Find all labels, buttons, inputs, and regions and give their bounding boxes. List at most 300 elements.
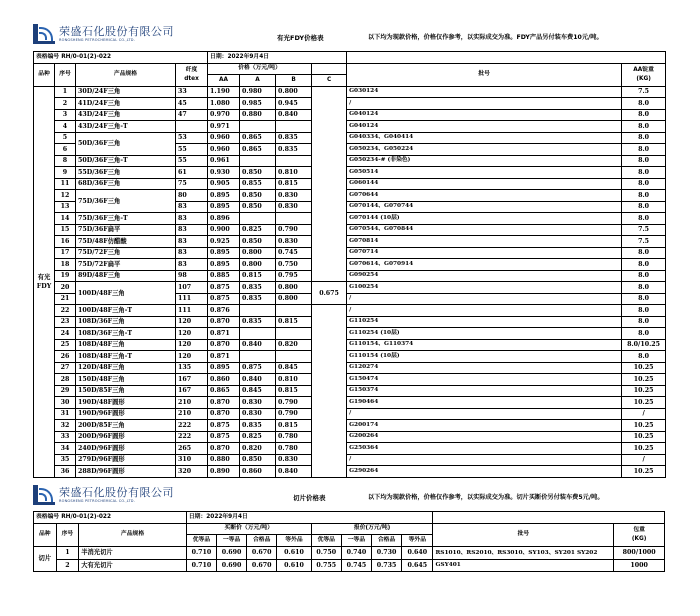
- chips-header-list-g2: 一等品: [341, 535, 371, 547]
- price-a-cell: 0.850: [240, 167, 276, 179]
- header-fineness-unit: dtex: [184, 75, 199, 82]
- price-cell: 0.610: [277, 560, 311, 572]
- batch-cell: G100254: [347, 282, 622, 294]
- table-row: [34, 316, 666, 328]
- price-b-cell: 0.790: [276, 224, 312, 236]
- header-fineness: [176, 63, 208, 86]
- price-aa-cell: 0.860: [208, 374, 240, 386]
- weight-cell: 8.0: [622, 190, 666, 202]
- spec-cell: 108D/36F三角: [76, 316, 176, 328]
- spec-cell: 41D/24F三角: [76, 98, 176, 110]
- seq-cell: 27: [55, 362, 76, 374]
- form-number: 表格编号 RH/0-01(2)-022: [34, 52, 208, 64]
- price-a-cell: 0.860: [240, 466, 276, 478]
- batch-cell: G110154 (10层): [347, 351, 622, 363]
- dtex-cell: 167: [176, 374, 208, 386]
- table-row: [34, 385, 666, 397]
- table-row: [34, 454, 666, 466]
- dtex-cell: 222: [176, 431, 208, 443]
- company-logo: [33, 24, 174, 44]
- weight-cell: 10.25: [622, 431, 666, 443]
- table-row: [34, 339, 666, 351]
- dtex-cell: 135: [176, 362, 208, 374]
- price-aa-cell: 0.930: [208, 167, 240, 179]
- price-a-cell: 0.800: [240, 259, 276, 271]
- weight-cell: 10.25: [622, 397, 666, 409]
- price-cell: 0.710: [186, 546, 216, 560]
- weight-cell: 8.0/10.25: [622, 339, 666, 351]
- price-a-cell: 0.980: [240, 86, 276, 98]
- header-variety: 品种: [34, 63, 55, 86]
- seq-cell: 32: [55, 420, 76, 432]
- weight-cell: 8.0: [622, 316, 666, 328]
- chips-header-buyout-g1: 优等品: [186, 535, 216, 547]
- table-row: [34, 247, 666, 259]
- dtex-cell: 53: [176, 132, 208, 144]
- batch-cell: G250364: [347, 443, 622, 455]
- batch-cell: G150374: [347, 385, 622, 397]
- dtex-cell: 83: [176, 201, 208, 213]
- price-b-cell: 0.815: [276, 178, 312, 190]
- price-aa-cell: 0.925: [208, 236, 240, 248]
- weight-cell: 8.0: [622, 270, 666, 282]
- seq-cell: 2: [56, 560, 79, 572]
- batch-cell: G040334、G040414: [347, 132, 622, 144]
- price-b-cell: 0.790: [276, 397, 312, 409]
- dtex-cell: 120: [176, 339, 208, 351]
- price-a-cell: 0.840: [240, 339, 276, 351]
- table-row: [34, 408, 666, 420]
- weight-cell: 8.0: [622, 98, 666, 110]
- batch-cell: G040124: [347, 109, 622, 121]
- price-b-cell: 0.780: [276, 443, 312, 455]
- table-row: [34, 155, 666, 167]
- price-b-cell: 0.795: [276, 270, 312, 282]
- chips-form-number: 表格编号 RH/0-01(2)-022: [34, 512, 187, 524]
- seq-cell: 31: [55, 408, 76, 420]
- price-b-cell: 0.800: [276, 86, 312, 98]
- spec-cell: 50D/36F三角-T: [76, 155, 176, 167]
- batch-cell: G090254: [347, 270, 622, 282]
- spec-cell: 75D/72F扁平: [76, 259, 176, 271]
- dtex-cell: 210: [176, 408, 208, 420]
- dtex-cell: 55: [176, 155, 208, 167]
- batch-cell: G070644: [347, 190, 622, 202]
- batch-cell: /: [347, 293, 622, 305]
- price-aa-cell: 0.895: [208, 259, 240, 271]
- seq-cell: 20: [55, 282, 76, 294]
- spec-cell: 50D/36F三角: [76, 132, 176, 155]
- price-a-cell: 0.850: [240, 454, 276, 466]
- weight-cell: 10.25: [622, 420, 666, 432]
- table-row: [34, 397, 666, 409]
- price-aa-cell: 0.961: [208, 155, 240, 167]
- batch-cell: /: [347, 408, 622, 420]
- price-cell: 0.745: [341, 560, 371, 572]
- chips-header-buyout-g2: 一等品: [217, 535, 247, 547]
- company-name-en: RONGSHENG PETROCHEMICAL CO.,LTD.: [59, 499, 136, 503]
- header-fineness-label: 纤度: [185, 66, 198, 73]
- table-row: [34, 443, 666, 455]
- price-b-cell: 0.830: [276, 454, 312, 466]
- price-b-cell: 0.815: [276, 385, 312, 397]
- price-b-cell: [276, 213, 312, 225]
- header-grade-c: C: [312, 75, 347, 87]
- price-b-cell: 0.840: [276, 466, 312, 478]
- chips-header-weight-unit: (KG): [631, 535, 647, 542]
- batch-cell: G290264: [347, 466, 622, 478]
- chips-header-weight-label: 包重: [633, 526, 645, 533]
- spec-cell: 190D/48F圆形: [76, 397, 176, 409]
- table-row: [34, 362, 666, 374]
- price-aa-cell: 0.895: [208, 247, 240, 259]
- seq-cell: 6: [55, 144, 76, 156]
- chips-header-list-g3: 合格品: [372, 535, 402, 547]
- weight-cell: 10.25: [622, 385, 666, 397]
- seq-cell: 25: [55, 339, 76, 351]
- weight-cell: 7.5: [622, 86, 666, 98]
- seq-cell: 19: [55, 270, 76, 282]
- price-aa-cell: 0.905: [208, 178, 240, 190]
- batch-cell: G070614、G070914: [347, 259, 622, 271]
- company-name-cn: 荣盛石化股份有限公司: [59, 486, 174, 499]
- price-aa-cell: 0.871: [208, 351, 240, 363]
- seq-cell: 12: [55, 190, 76, 202]
- price-cell: 0.610: [277, 546, 311, 560]
- seq-cell: 21: [55, 293, 76, 305]
- batch-cell: G150474: [347, 374, 622, 386]
- price-aa-cell: 0.971: [208, 121, 240, 133]
- spec-cell: 288D/96F圆形: [76, 466, 176, 478]
- price-b-cell: 0.830: [276, 190, 312, 202]
- weight-cell: 8.0: [622, 144, 666, 156]
- seq-cell: 8: [55, 155, 76, 167]
- price-a-cell: 0.850: [240, 201, 276, 213]
- dtex-cell: 83: [176, 213, 208, 225]
- price-a-cell: 0.830: [240, 397, 276, 409]
- weight-cell: 8.0: [622, 167, 666, 179]
- spec-cell: 150D/48F三角: [76, 374, 176, 386]
- price-c-cell: 0.675: [312, 282, 347, 305]
- weight-cell: 8.0: [622, 282, 666, 294]
- price-aa-cell: 0.895: [208, 190, 240, 202]
- price-cell: 0.690: [217, 546, 247, 560]
- table-row: [34, 213, 666, 225]
- weight-cell: 8.0: [622, 132, 666, 144]
- batch-cell: G120274: [347, 362, 622, 374]
- weight-cell: 7.5: [622, 236, 666, 248]
- price-b-cell: 0.815: [276, 316, 312, 328]
- chips-header-buyout-g3: 合格品: [247, 535, 277, 547]
- dtex-cell: 265: [176, 443, 208, 455]
- price-cell: 0.750: [311, 546, 341, 560]
- price-a-cell: 0.855: [240, 178, 276, 190]
- chips-header-seq: 序号: [56, 523, 79, 546]
- weight-cell: 8.0: [622, 328, 666, 340]
- spec-cell: 150D/85F三角: [76, 385, 176, 397]
- price-b-cell: 0.845: [276, 362, 312, 374]
- price-b-cell: 0.790: [276, 408, 312, 420]
- price-b-cell: 0.780: [276, 431, 312, 443]
- dtex-cell: 120: [176, 316, 208, 328]
- date-label: 日期：2022年9月4日: [208, 52, 347, 64]
- price-aa-cell: 0.871: [208, 328, 240, 340]
- table-row: [34, 109, 666, 121]
- dtex-cell: 75: [176, 178, 208, 190]
- company-name-en: RONGSHENG PETROCHEMICAL CO.,LTD.: [59, 38, 136, 42]
- price-a-cell: 0.835: [240, 282, 276, 294]
- dtex-cell: 111: [176, 305, 208, 317]
- seq-cell: 22: [55, 305, 76, 317]
- table-row: [34, 190, 666, 202]
- dtex-cell: 320: [176, 466, 208, 478]
- weight-cell: 8.0: [622, 109, 666, 121]
- price-b-cell: 0.815: [276, 420, 312, 432]
- dtex-cell: 33: [176, 86, 208, 98]
- weight-cell: 8.0: [622, 247, 666, 259]
- spec-cell: 75D/36F扁平: [76, 224, 176, 236]
- seq-cell: 15: [55, 224, 76, 236]
- price-c-empty: [312, 305, 347, 478]
- spec-cell: 89D/48F三角: [76, 270, 176, 282]
- price-a-cell: 0.825: [240, 224, 276, 236]
- price-aa-cell: 0.960: [208, 144, 240, 156]
- weight-cell: 8.0: [622, 259, 666, 271]
- price-aa-cell: 0.895: [208, 362, 240, 374]
- price-a-cell: 0.845: [240, 385, 276, 397]
- price-b-cell: 0.830: [276, 201, 312, 213]
- spec-cell: 75D/36F三角: [76, 190, 176, 213]
- dtex-cell: 111: [176, 293, 208, 305]
- spec-cell: 43D/24F三角-T: [76, 121, 176, 133]
- dtex-cell: 222: [176, 420, 208, 432]
- spec-cell: 55D/36F三角: [76, 167, 176, 179]
- seq-cell: 1: [56, 546, 79, 560]
- chips-price-table: [33, 511, 665, 572]
- price-aa-cell: 0.890: [208, 466, 240, 478]
- price-a-cell: 0.850: [240, 236, 276, 248]
- dtex-cell: 80: [176, 190, 208, 202]
- spec-cell: 190D/96F圆形: [76, 408, 176, 420]
- seq-cell: 9: [55, 167, 76, 179]
- table-row: [34, 328, 666, 340]
- price-a-cell: 0.800: [240, 247, 276, 259]
- batch-cell: G050234-# (非染色): [347, 155, 622, 167]
- batch-cell: G070144、G070744: [347, 201, 622, 213]
- batch-cell: G050514: [347, 167, 622, 179]
- price-cell: 0.670: [247, 546, 277, 560]
- fdy-price-table: [33, 51, 666, 478]
- dtex-cell: 55: [176, 144, 208, 156]
- weight-cell: 1000: [614, 560, 665, 572]
- header-grade-b: B: [276, 75, 312, 87]
- chips-header-weight: [614, 523, 665, 546]
- price-b-cell: [276, 305, 312, 317]
- weight-cell: 10.25: [622, 362, 666, 374]
- table-row: [34, 236, 666, 248]
- dtex-cell: 210: [176, 397, 208, 409]
- batch-cell: G110254: [347, 316, 622, 328]
- chips-header-list-g4: 等外品: [402, 535, 433, 547]
- seq-cell: 11: [55, 178, 76, 190]
- spec-cell: 68D/36F三角: [76, 178, 176, 190]
- batch-cell: G200264: [347, 431, 622, 443]
- price-b-cell: 0.810: [276, 167, 312, 179]
- variety-label: 有光: [37, 273, 51, 281]
- variety-cell: [34, 86, 55, 477]
- price-aa-cell: 0.870: [208, 339, 240, 351]
- weight-cell: /: [622, 408, 666, 420]
- weight-cell: 8.0: [622, 178, 666, 190]
- price-a-cell: 0.840: [240, 374, 276, 386]
- table-row: [34, 282, 666, 294]
- price-b-cell: [276, 328, 312, 340]
- fdy-title: 有光FDY价格表: [277, 34, 324, 42]
- price-a-cell: 0.835: [240, 420, 276, 432]
- price-a-cell: 0.875: [240, 362, 276, 374]
- chips-variety-cell: 切片: [34, 546, 57, 571]
- chips-header-buyout: 买断价（万元/吨）: [186, 523, 311, 535]
- batch-cell: G040124: [347, 121, 622, 133]
- seq-cell: 1: [55, 86, 76, 98]
- price-aa-cell: 0.970: [208, 109, 240, 121]
- batch-cell: G200174: [347, 420, 622, 432]
- price-aa-cell: 0.875: [208, 420, 240, 432]
- chips-header-variety: 品种: [34, 523, 57, 546]
- price-cell: 0.640: [402, 546, 433, 560]
- price-a-cell: 0.850: [240, 190, 276, 202]
- batch-cell: G070714: [347, 247, 622, 259]
- weight-cell: 10.25: [622, 443, 666, 455]
- dtex-cell: 83: [176, 224, 208, 236]
- batch-cell: RS1010、RS2010、RS3010、SY103、SY201 SY202: [433, 546, 614, 560]
- weight-cell: 8.0: [622, 293, 666, 305]
- seq-cell: 29: [55, 385, 76, 397]
- price-b-cell: 0.745: [276, 247, 312, 259]
- header-weight-label: AA锭重: [633, 66, 654, 73]
- batch-cell: GSY401: [433, 560, 614, 572]
- seq-cell: 17: [55, 247, 76, 259]
- spec-cell: 200D/96F圆形: [76, 431, 176, 443]
- table-row: [34, 167, 666, 179]
- spec-cell: 108D/48F三角-T: [76, 351, 176, 363]
- price-a-cell: [240, 351, 276, 363]
- logo-mark-icon: [33, 485, 55, 505]
- weight-cell: 8.0: [622, 121, 666, 133]
- spec-cell: 120D/48F三角: [76, 362, 176, 374]
- dtex-cell: 167: [176, 385, 208, 397]
- price-cell: 0.670: [247, 560, 277, 572]
- price-b-cell: 0.840: [276, 109, 312, 121]
- seq-cell: 18: [55, 259, 76, 271]
- price-a-cell: 0.815: [240, 270, 276, 282]
- price-a-cell: 0.865: [240, 144, 276, 156]
- chips-header-buyout-g4: 等外品: [277, 535, 311, 547]
- chips-header-batch: 批号: [433, 523, 614, 546]
- seq-cell: 26: [55, 351, 76, 363]
- chips-header-list-g1: 优等品: [311, 535, 341, 547]
- price-aa-cell: 0.870: [208, 443, 240, 455]
- seq-cell: 28: [55, 374, 76, 386]
- batch-cell: /: [347, 454, 622, 466]
- seq-cell: 14: [55, 213, 76, 225]
- seq-cell: 34: [55, 443, 76, 455]
- seq-cell: 16: [55, 236, 76, 248]
- batch-cell: G050234、G050224: [347, 144, 622, 156]
- table-row: [34, 259, 666, 271]
- table-row: [34, 351, 666, 363]
- header-spec: 产品规格: [76, 63, 176, 86]
- price-aa-cell: 0.876: [208, 305, 240, 317]
- price-b-cell: 0.820: [276, 339, 312, 351]
- batch-cell: G070144 (10层): [347, 213, 622, 225]
- weight-cell: 8.0: [622, 201, 666, 213]
- price-aa-cell: 0.896: [208, 213, 240, 225]
- weight-cell: 8.0: [622, 213, 666, 225]
- price-a-cell: [240, 155, 276, 167]
- weight-cell: 8.0: [622, 351, 666, 363]
- price-cell: 0.645: [402, 560, 433, 572]
- spec-cell: 大有光切片: [79, 560, 187, 572]
- price-aa-cell: 0.870: [208, 408, 240, 420]
- spec-cell: 43D/24F三角: [76, 109, 176, 121]
- batch-cell: G060144: [347, 178, 622, 190]
- weight-cell: /: [622, 454, 666, 466]
- batch-cell: G110154、G110374: [347, 339, 622, 351]
- dtex-cell: 45: [176, 98, 208, 110]
- header-grade-aa: AA: [208, 75, 240, 87]
- price-cell: 0.730: [372, 546, 402, 560]
- weight-cell: 800/1000: [614, 546, 665, 560]
- batch-cell: G030124: [347, 86, 622, 98]
- price-c-empty: [312, 86, 347, 282]
- spec-cell: 200D/85F三角: [76, 420, 176, 432]
- price-a-cell: 0.880: [240, 109, 276, 121]
- price-aa-cell: 0.900: [208, 224, 240, 236]
- dtex-cell: 120: [176, 328, 208, 340]
- weight-cell: 8.0: [622, 305, 666, 317]
- seq-cell: 35: [55, 454, 76, 466]
- price-a-cell: 0.830: [240, 408, 276, 420]
- seq-cell: 36: [55, 466, 76, 478]
- price-a-cell: 0.820: [240, 443, 276, 455]
- chips-title: 切片价格表: [293, 494, 326, 502]
- company-logo-2: [33, 485, 174, 505]
- price-a-cell: [240, 305, 276, 317]
- price-aa-cell: 0.870: [208, 316, 240, 328]
- seq-cell: 23: [55, 316, 76, 328]
- table-row: [34, 305, 666, 317]
- price-aa-cell: 0.880: [208, 454, 240, 466]
- spec-cell: 108D/36F三角-T: [76, 328, 176, 340]
- price-a-cell: [240, 213, 276, 225]
- header-grade-a: A: [240, 75, 276, 87]
- weight-cell: 10.25: [622, 374, 666, 386]
- table-row: [34, 178, 666, 190]
- header-weight-unit: (KG): [636, 75, 651, 82]
- batch-cell: G110254 (10层): [347, 328, 622, 340]
- price-b-cell: [276, 155, 312, 167]
- spec-cell: 75D/48F仿醋酸: [76, 236, 176, 248]
- logo-mark-icon: [33, 24, 55, 44]
- price-aa-cell: 0.870: [208, 397, 240, 409]
- table-row: [34, 270, 666, 282]
- header-batch: 批号: [347, 63, 622, 86]
- price-cell: 0.690: [217, 560, 247, 572]
- price-cell: 0.740: [341, 546, 371, 560]
- spec-cell: 108D/48F三角: [76, 339, 176, 351]
- weight-cell: 10.25: [622, 466, 666, 478]
